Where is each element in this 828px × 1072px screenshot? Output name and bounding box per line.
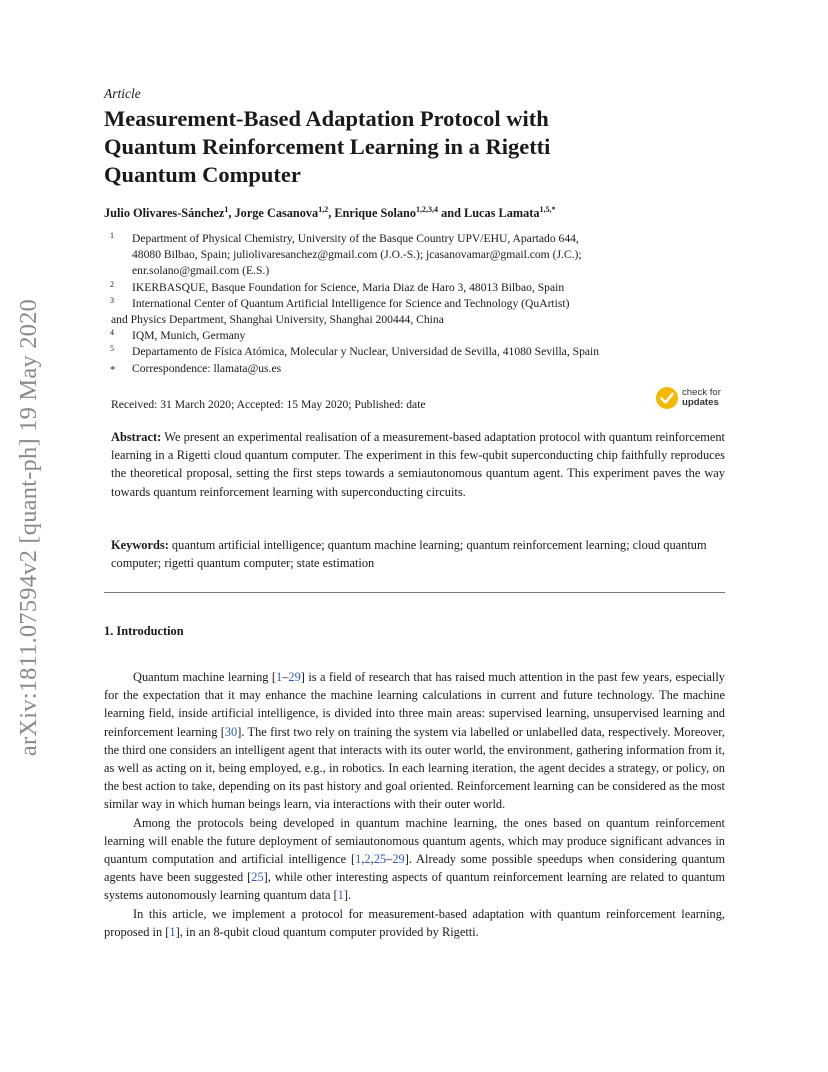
paragraph-text: ]. The first two rely on training the system via labelled or unlabelled data, respectively. Moreover, the third one considers an intelligent agent that interacts with its outer world, the environment, gathering information from it, as well as acting on it, being employed, e.g., in robotics. In each learning iteration, the agent decides a strategy, or policy, on the best action to take, depending on its past history and goal oriented. Reinforcement learning can be considered as the most similar way in which human beings learn, via interactions with their outer world.	[104, 724, 725, 812]
article-type-label: Article	[104, 86, 141, 101]
author-name: Jorge Casanova	[234, 206, 319, 220]
keywords	[111, 536, 725, 572]
citation-link[interactable]: 1	[355, 852, 362, 867]
affiliation-number	[104, 296, 132, 312]
author-affiliation-marker: 1,2,3,4	[416, 205, 439, 214]
body-text	[104, 668, 725, 941]
affiliation-number	[104, 280, 132, 296]
keywords-label: Keywords:	[111, 538, 169, 552]
arxiv-identifier-sidebar	[10, 268, 48, 788]
affiliation-number-text: 4	[110, 328, 114, 338]
paper-title	[104, 105, 664, 189]
author-separator: ,	[328, 206, 335, 220]
author-name: Lucas Lamata	[464, 206, 540, 220]
title-line: Quantum Reinforcement Learning in a Rigetti	[104, 134, 551, 159]
affiliation-text: Department of Physical Chemistry, University of the Basque Country UPV/EHU, Apartado 644,	[132, 232, 579, 245]
affiliations-block	[104, 231, 704, 377]
paragraph-text: ], while other interesting aspects of quantum reinforcement learning are related to quantum systems autonomously learning quantum data [	[104, 870, 725, 903]
citation-link[interactable]: 2	[364, 852, 371, 867]
check-updates-line1: check for	[682, 387, 721, 398]
citation-link[interactable]: 1	[169, 924, 176, 939]
affiliation-number	[104, 231, 132, 247]
keywords-text: quantum artificial intelligence; quantum machine learning; quantum reinforcement learning; cloud quantum computer; rigetti quantum computer; state estimation	[111, 538, 707, 571]
affiliation-1	[104, 231, 704, 247]
citation-link[interactable]: 29	[392, 852, 405, 867]
section-heading: 1. Introduction	[104, 624, 184, 638]
check-for-updates-badge[interactable]	[655, 386, 721, 410]
citation-separator: ,	[370, 852, 374, 867]
author-name: Julio Olivares-Sánchez	[104, 206, 225, 220]
title-line: Quantum Computer	[104, 162, 301, 187]
citation-separator: –	[386, 852, 393, 867]
author-name: Enrique Solano	[334, 206, 417, 220]
affiliation-text: International Center of Quantum Artificial Intelligence for Science and Technology (QuArtist)	[132, 296, 570, 310]
citation-link[interactable]: 29	[288, 670, 301, 684]
citation-link[interactable]: 30	[224, 724, 238, 739]
publication-dates: Received: 31 March 2020; Accepted: 15 May 2020; Published: date	[111, 398, 426, 411]
affiliation-number	[104, 344, 132, 360]
affiliation-5	[104, 344, 704, 360]
paragraph-text: ]. Already some possible speedups when considering quantum agents have been suggested [	[104, 852, 725, 885]
title-line: Measurement-Based Adaptation Protocol with	[104, 106, 549, 131]
correspondence-text: Correspondence: llamata@us.es	[132, 361, 282, 375]
paragraph-text: –	[282, 670, 289, 684]
affiliation-number-text: 1	[110, 231, 114, 240]
affiliation-text: and Physics Department, Shanghai University, Shanghai 200444, China	[111, 313, 444, 327]
author-separator: and	[438, 206, 465, 220]
author-list	[104, 206, 556, 221]
abstract-label: Abstract:	[111, 430, 162, 444]
author-affiliation-marker: 1	[224, 205, 229, 214]
paragraph-text: In this article, we implement a protocol for measurement-based adaptation with quantum reinforcement learning, proposed in [	[104, 906, 725, 939]
affiliation-number-text: 3	[110, 295, 114, 305]
paragraph-text: Quantum machine learning [	[133, 670, 276, 684]
paragraph-text: ], in an 8-qubit cloud quantum computer provided by Rigetti.	[175, 924, 479, 939]
correspondence-marker	[104, 361, 132, 377]
affiliation-4	[104, 328, 704, 344]
affiliation-text: enr.solano@gmail.com (E.S.)	[132, 264, 270, 278]
citation-separator: ,	[361, 852, 365, 867]
affiliation-number	[104, 328, 132, 344]
affiliation-text: IQM, Munich, Germany	[132, 329, 246, 343]
check-updates-icon	[655, 386, 679, 410]
affiliation-3	[104, 296, 704, 312]
correspondence	[104, 361, 704, 377]
citation-link[interactable]: 25	[251, 870, 264, 885]
correspondence-marker-text: *	[110, 363, 116, 376]
arxiv-id-text: arXiv:1811.07594v2 [quant-ph] 19 May 2020	[15, 299, 42, 757]
citation-link[interactable]: 1	[276, 670, 283, 684]
paragraph-text: Among the protocols being developed in quantum machine learning, the ones based on quantum reinforcement learning will enable the future deployment of semiautonomous quantum agents, which may produce significant advances in quantum computation and artificial intelligence [	[104, 815, 725, 867]
citation-link[interactable]: 25	[373, 852, 387, 867]
check-updates-label	[682, 388, 721, 408]
affiliation-2	[104, 280, 704, 296]
affiliation-number-text: 5	[110, 344, 114, 354]
citation-link[interactable]: 1	[337, 888, 344, 903]
paragraph	[104, 668, 725, 814]
abstract-text: We present an experimental realisation of a measurement-based adaptation protocol with quantum reinforcement learning in a Rigetti cloud quantum computer. The experiment in this few-qubit superconducting chip faithfully reproduces the theoretical proposal, setting the first steps towards a semiautonomous quantum agent. This experiment paves the way towards quantum reinforcement learning with superconducting circuits.	[111, 430, 725, 499]
check-updates-line2: updates	[682, 397, 719, 408]
paragraph	[104, 814, 725, 905]
affiliation-text: 48080 Bilbao, Spain; juliolivaresanchez@gmail.com (J.O.-S.); jcasanovamar@gmail.com (J.C.);	[132, 248, 582, 262]
paragraph	[104, 905, 725, 941]
affiliation-text: IKERBASQUE, Basque Foundation for Science, Maria Diaz de Haro 3, 48013 Bilbao, Spain	[132, 280, 565, 294]
section-divider	[104, 592, 725, 593]
author-separator: ,	[228, 206, 235, 220]
affiliation-text: Departamento de Física Atómica, Molecular y Nuclear, Universidad de Sevilla, 41080 Sevilla, Spain	[132, 345, 600, 359]
paragraph-text: ] is a field of research that has raised much attention in the past few years, especially for the expectation that it may enhance the machine learning calculations in current and future technology. The machine learning field, inside artificial intelligence, is divided into three main areas: supervised learning, unsupervised learning and reinforcement learning [	[104, 670, 725, 739]
paragraph-text: ].	[343, 888, 352, 903]
abstract	[111, 428, 725, 501]
affiliation-number-text: 2	[110, 279, 114, 289]
author-affiliation-marker: 1,5,*	[539, 205, 556, 214]
author-affiliation-marker: 1,2	[318, 205, 329, 214]
